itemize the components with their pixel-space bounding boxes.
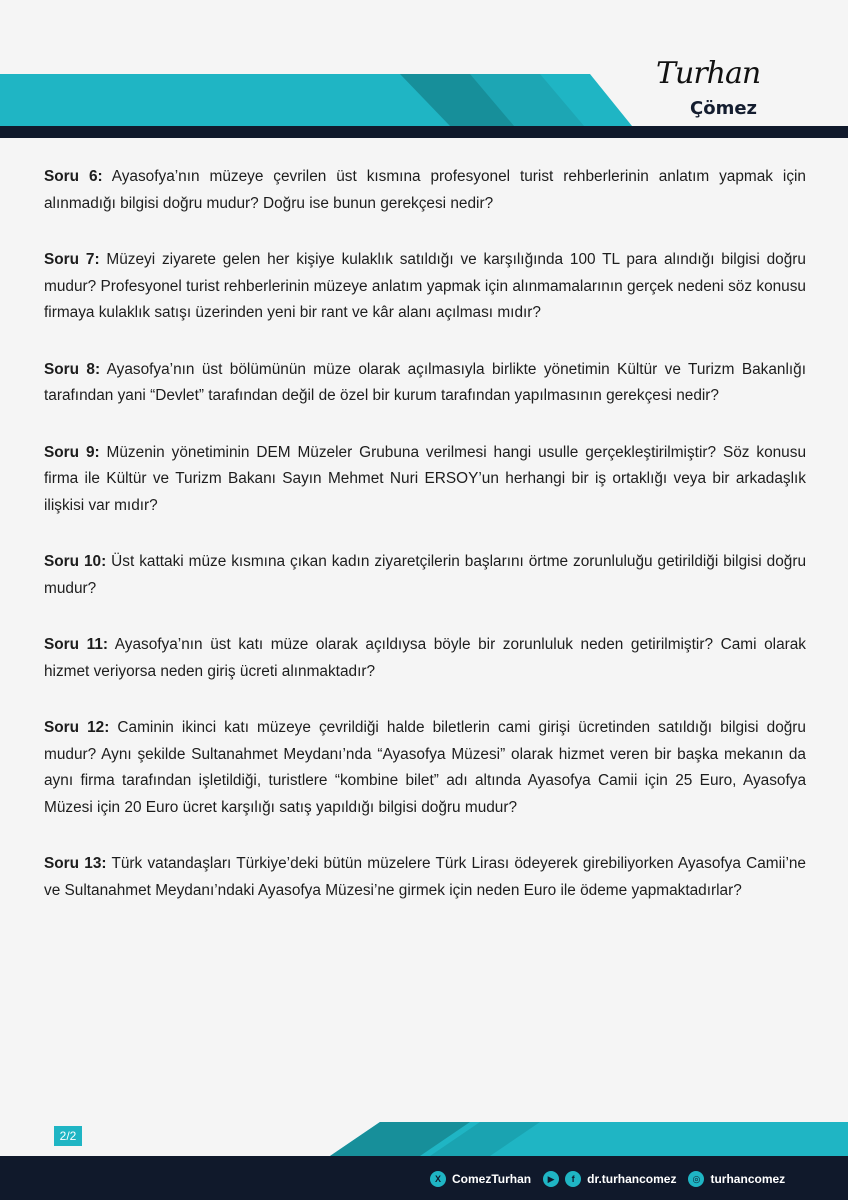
question-9 [44,440,806,520]
logo-word-text: Çömez [690,98,758,119]
question-12 [44,715,806,821]
question-8 [44,357,806,410]
question-label: Soru 8: [44,360,101,378]
x-icon[interactable]: X [430,1171,446,1187]
youtube-icon[interactable]: ▶ [543,1171,559,1187]
question-text: Caminin ikinci katı müzeye çevrildiği halde biletlerin cami girişi ücretinden satıldığı bilgisi doğru mudur? Aynı şekilde Sultanahmet Meydanı’nda “Ayasofya Müzesi” olarak hizmet veren bir başka mekanın da aynı firma tarafından işletildiği, turistlere “kombine bilet” adı altında Ayasofya Camii için 25 Euro, Ayasofya Müzesi için 20 Euro ücret karşılığı satış yapıldığı bilgisi doğru mudur? [44,719,806,816]
instagram-handle-link[interactable]: turhancomez [710,1172,786,1186]
question-label: Soru 10: [44,553,107,570]
logo [648,52,778,132]
question-label: Soru 13: [44,855,107,872]
question-6 [44,164,806,217]
question-label: Soru 7: [44,251,100,268]
social-links [430,1168,791,1190]
question-label: Soru 6: [44,168,103,185]
question-label: Soru 11: [44,636,109,653]
document-body [44,164,806,934]
question-text: Türk vatandaşları Türkiye’deki bütün müzelere Türk Lirası ödeyerek girebiliyorken Ayasofya Camii’ne ve Sultanahmet Meydanı’ndaki Ayasofya Müzesi’ne girmek için neden Euro ile ödeme yapmaktadırlar? [44,855,806,899]
question-text: Ayasofya’nın üst katı müze olarak açıldıysa böyle bir zorunluluk neden getirilmiştir? Cami olarak hizmet veriyorsa neden giriş ücreti alınmaktadır? [44,636,807,680]
instagram-icon[interactable]: ◎ [688,1171,704,1187]
facebook-icon[interactable]: f [565,1171,581,1187]
x-handle-link[interactable]: ComezTurhan [452,1172,532,1186]
question-label: Soru 9: [44,443,100,461]
question-label: Soru 12: [44,719,110,736]
question-13 [44,851,806,904]
question-7 [44,247,806,327]
question-text: Ayasofya’nın müzeye çevrilen üst kısmına profesyonel turist rehberlerinin anlatım yapmak için alınmadığı bilgisi doğru mudur? Doğru ise bunun gerekçesi nedir? [44,168,806,212]
question-text: Müzeyi ziyarete gelen her kişiye kulaklık satıldığı ve karşılığında 100 TL para alındığı bilgisi doğru mudur? Profesyonel turist rehberlerinin müzeye anlatım yapmak için alınmamalarının gerçek nedeni söz konusu firmaya kulaklık satışı üzerinden yeni bir rant ve kâr alanı açılması mıdır? [44,251,806,321]
facebook-handle-link[interactable]: dr.turhancomez [587,1172,677,1186]
logo-script-text: Turhan [656,56,761,91]
question-11 [44,632,806,685]
question-10 [44,549,806,602]
header-band [0,0,848,140]
question-text: Üst kattaki müze kısmına çıkan kadın ziyaretçilerin başlarını örtme zorunluluğu getirildiği bilgisi doğru mudur? [44,553,806,597]
question-text: Ayasofya’nın üst bölümünün müze olarak açılmasıyla birlikte yönetimin Kültür ve Turizm Bakanlığı tarafından yani “Devlet” tarafından değil de özel bir kurum tarafından yapılmasının gerekçesi nedir? [44,360,806,404]
question-text: Müzenin yönetiminin DEM Müzeler Grubuna verilmesi hangi usulle gerçekleştirilmiştir? Söz konusu firma ile Kültür ve Turizm Bakanı Sayın Mehmet Nuri ERSOY’un herhangi bir iş ortaklığı veya bir arkadaşlık ilişkisi var mıdır? [44,443,806,514]
page-number: 2/2 [54,1126,82,1146]
